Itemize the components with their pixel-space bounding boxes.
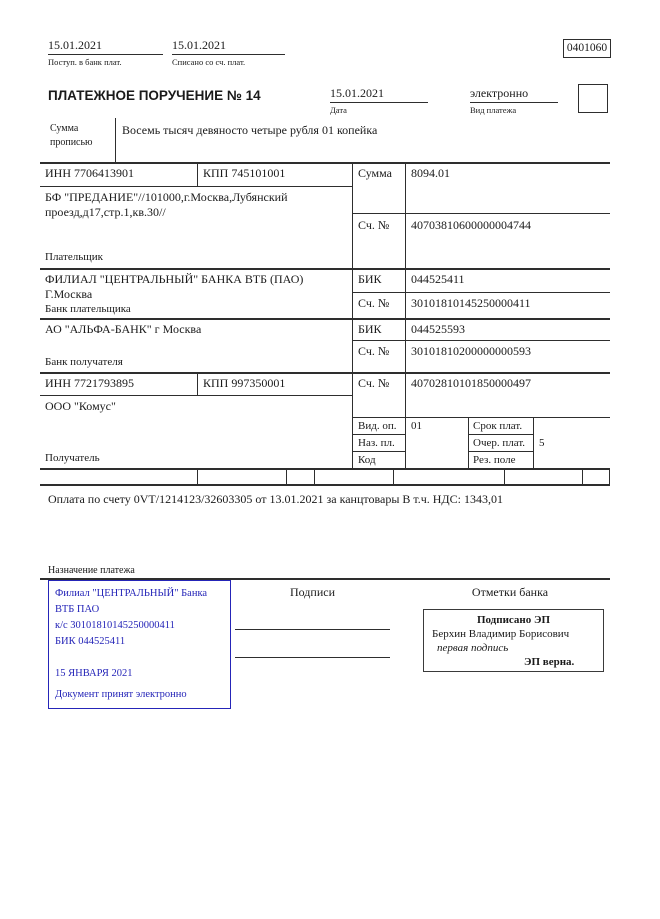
payer-account-value: 40703810600000004744 (411, 218, 531, 232)
payer-inn: ИНН 7706413901 (45, 166, 134, 180)
payer-account-label: Сч. № (358, 218, 390, 232)
table-line (40, 318, 610, 320)
payer-label: Плательщик (45, 251, 103, 263)
payer-bank-label: Банк плательщика (45, 303, 131, 315)
esignature-sub: первая подпись (437, 642, 509, 654)
table-line (40, 268, 610, 270)
payee-kpp: КПП 997350001 (203, 376, 286, 390)
strip-divider (393, 468, 394, 484)
payment-type-value: электронно (470, 86, 558, 103)
date-label: Дата (330, 105, 347, 115)
strip-divider (504, 468, 505, 484)
date-field (330, 86, 428, 115)
table-line (197, 372, 198, 395)
debited-date-field (172, 38, 285, 67)
stamp-accepted-note: Документ принят электронно (55, 689, 187, 700)
payer-bank-account-label: Сч. № (358, 296, 390, 310)
received-date-field (48, 38, 163, 67)
payment-type-field (470, 86, 558, 115)
amount-label: Сумма (358, 166, 392, 180)
strip-divider (609, 468, 610, 484)
purpose-label: Назначение платежа (48, 565, 135, 576)
stamp-date: 15 ЯНВАРЯ 2021 (55, 668, 133, 679)
stamp-bank-name-line2: ВТБ ПАО (55, 604, 100, 615)
pay-purpose-label: Наз. пл. (358, 437, 395, 449)
table-line (352, 417, 610, 418)
payee-bank-label: Банк получателя (45, 356, 123, 368)
bank-stamp (48, 580, 231, 709)
table-line (40, 186, 352, 187)
table-line (40, 484, 610, 486)
amount-words-label: Сумма прописью (50, 123, 93, 148)
table-line (40, 468, 610, 470)
table-line (197, 162, 198, 186)
table-line (40, 372, 610, 374)
payment-type-label: Вид платежа (470, 105, 517, 115)
stamp-corr-account: к/с 30101810145250000411 (55, 620, 175, 631)
stamp-bik: БИК 044525411 (55, 636, 126, 647)
strip-divider (286, 468, 287, 484)
debited-date-label: Списано со сч. плат. (172, 57, 246, 67)
payee-bank-account: 30101810200000000593 (411, 344, 531, 358)
table-line (40, 162, 610, 164)
payer-bank-name: ФИЛИАЛ "ЦЕНТРАЛЬНЫЙ" БАНКА ВТБ (ПАО) (45, 272, 304, 286)
payer-bank-bik-label: БИК (358, 272, 382, 286)
priority-label: Очер. плат. (473, 437, 526, 449)
code-label: Код (358, 454, 376, 466)
table-line (468, 417, 469, 468)
op-type-label: Вид. оп. (358, 420, 397, 432)
reserve-label: Рез. поле (473, 454, 516, 466)
strip-divider (314, 468, 315, 484)
table-line (468, 434, 533, 435)
table-line (40, 395, 352, 396)
stamp-bank-name-line1: Филиал "ЦЕНТРАЛЬНЫЙ" Банка (55, 588, 208, 599)
strip-divider (197, 468, 198, 484)
received-date-label: Поступ. в банк плат. (48, 57, 122, 67)
payee-account: 40702810101850000497 (411, 376, 531, 390)
status-checkbox (578, 84, 608, 113)
table-line (533, 417, 534, 468)
payee-inn: ИНН 7721793895 (45, 376, 134, 390)
table-line (468, 451, 533, 452)
payer-bank-bik: 044525411 (411, 272, 465, 286)
table-line (405, 162, 406, 468)
bank-marks-header: Отметки банка (471, 585, 549, 599)
payee-bank-name: АО "АЛЬФА-БАНК" г Москва (45, 322, 202, 336)
table-line (352, 162, 353, 468)
purpose-text: Оплата по счету 0VT/1214123/32603305 от 13.01.2021 за канцтовары В т.ч. НДС: 1343,01 (48, 492, 503, 506)
op-type-value: 01 (411, 420, 422, 432)
table-line (352, 340, 610, 341)
received-date-value: 15.01.2021 (48, 38, 163, 55)
esignature-title: Подписано ЭП (476, 614, 551, 626)
esignature-valid: ЭП верна. (524, 656, 575, 668)
table-line (352, 213, 610, 214)
esignature-name: Берхин Владимир Борисович (432, 628, 570, 640)
payer-kpp: КПП 745101001 (203, 166, 286, 180)
payee-bank-account-label: Сч. № (358, 344, 390, 358)
priority-value: 5 (539, 437, 545, 449)
stamp-spacer (55, 650, 224, 666)
due-date-label: Срок плат. (473, 420, 523, 432)
document-title: ПЛАТЕЖНОЕ ПОРУЧЕНИЕ № 14 (48, 88, 261, 103)
payee-account-label: Сч. № (358, 376, 390, 390)
payer-bank-account: 30101810145250000411 (411, 296, 531, 310)
payer-name: БФ "ПРЕДАНИЕ"//101000,г.Москва,Лубянский проезд,д17,стр.1,кв.30// (45, 190, 288, 219)
amount-words-value: Восемь тысяч девяносто четыре рубля 01 копейка (122, 123, 378, 137)
payee-label: Получатель (45, 452, 100, 464)
form-code-box: 0401060 (563, 39, 611, 58)
payee-name: ООО "Комус" (45, 399, 116, 413)
table-line (352, 292, 610, 293)
signature-line-1 (235, 629, 390, 630)
debited-date-value: 15.01.2021 (172, 38, 285, 55)
amount-words-divider (115, 118, 116, 162)
amount-value: 8094.01 (411, 166, 450, 180)
payer-bank-city: Г.Москва (45, 287, 93, 301)
signature-line-2 (235, 657, 390, 658)
payment-table (40, 162, 610, 486)
payee-bank-bik: 044525593 (411, 322, 465, 336)
table-line (352, 434, 405, 435)
date-value: 15.01.2021 (330, 86, 428, 103)
table-line (352, 451, 405, 452)
esignature-box (423, 609, 604, 672)
payee-bank-bik-label: БИК (358, 322, 382, 336)
signatures-header: Подписи (289, 585, 336, 599)
strip-divider (582, 468, 583, 484)
